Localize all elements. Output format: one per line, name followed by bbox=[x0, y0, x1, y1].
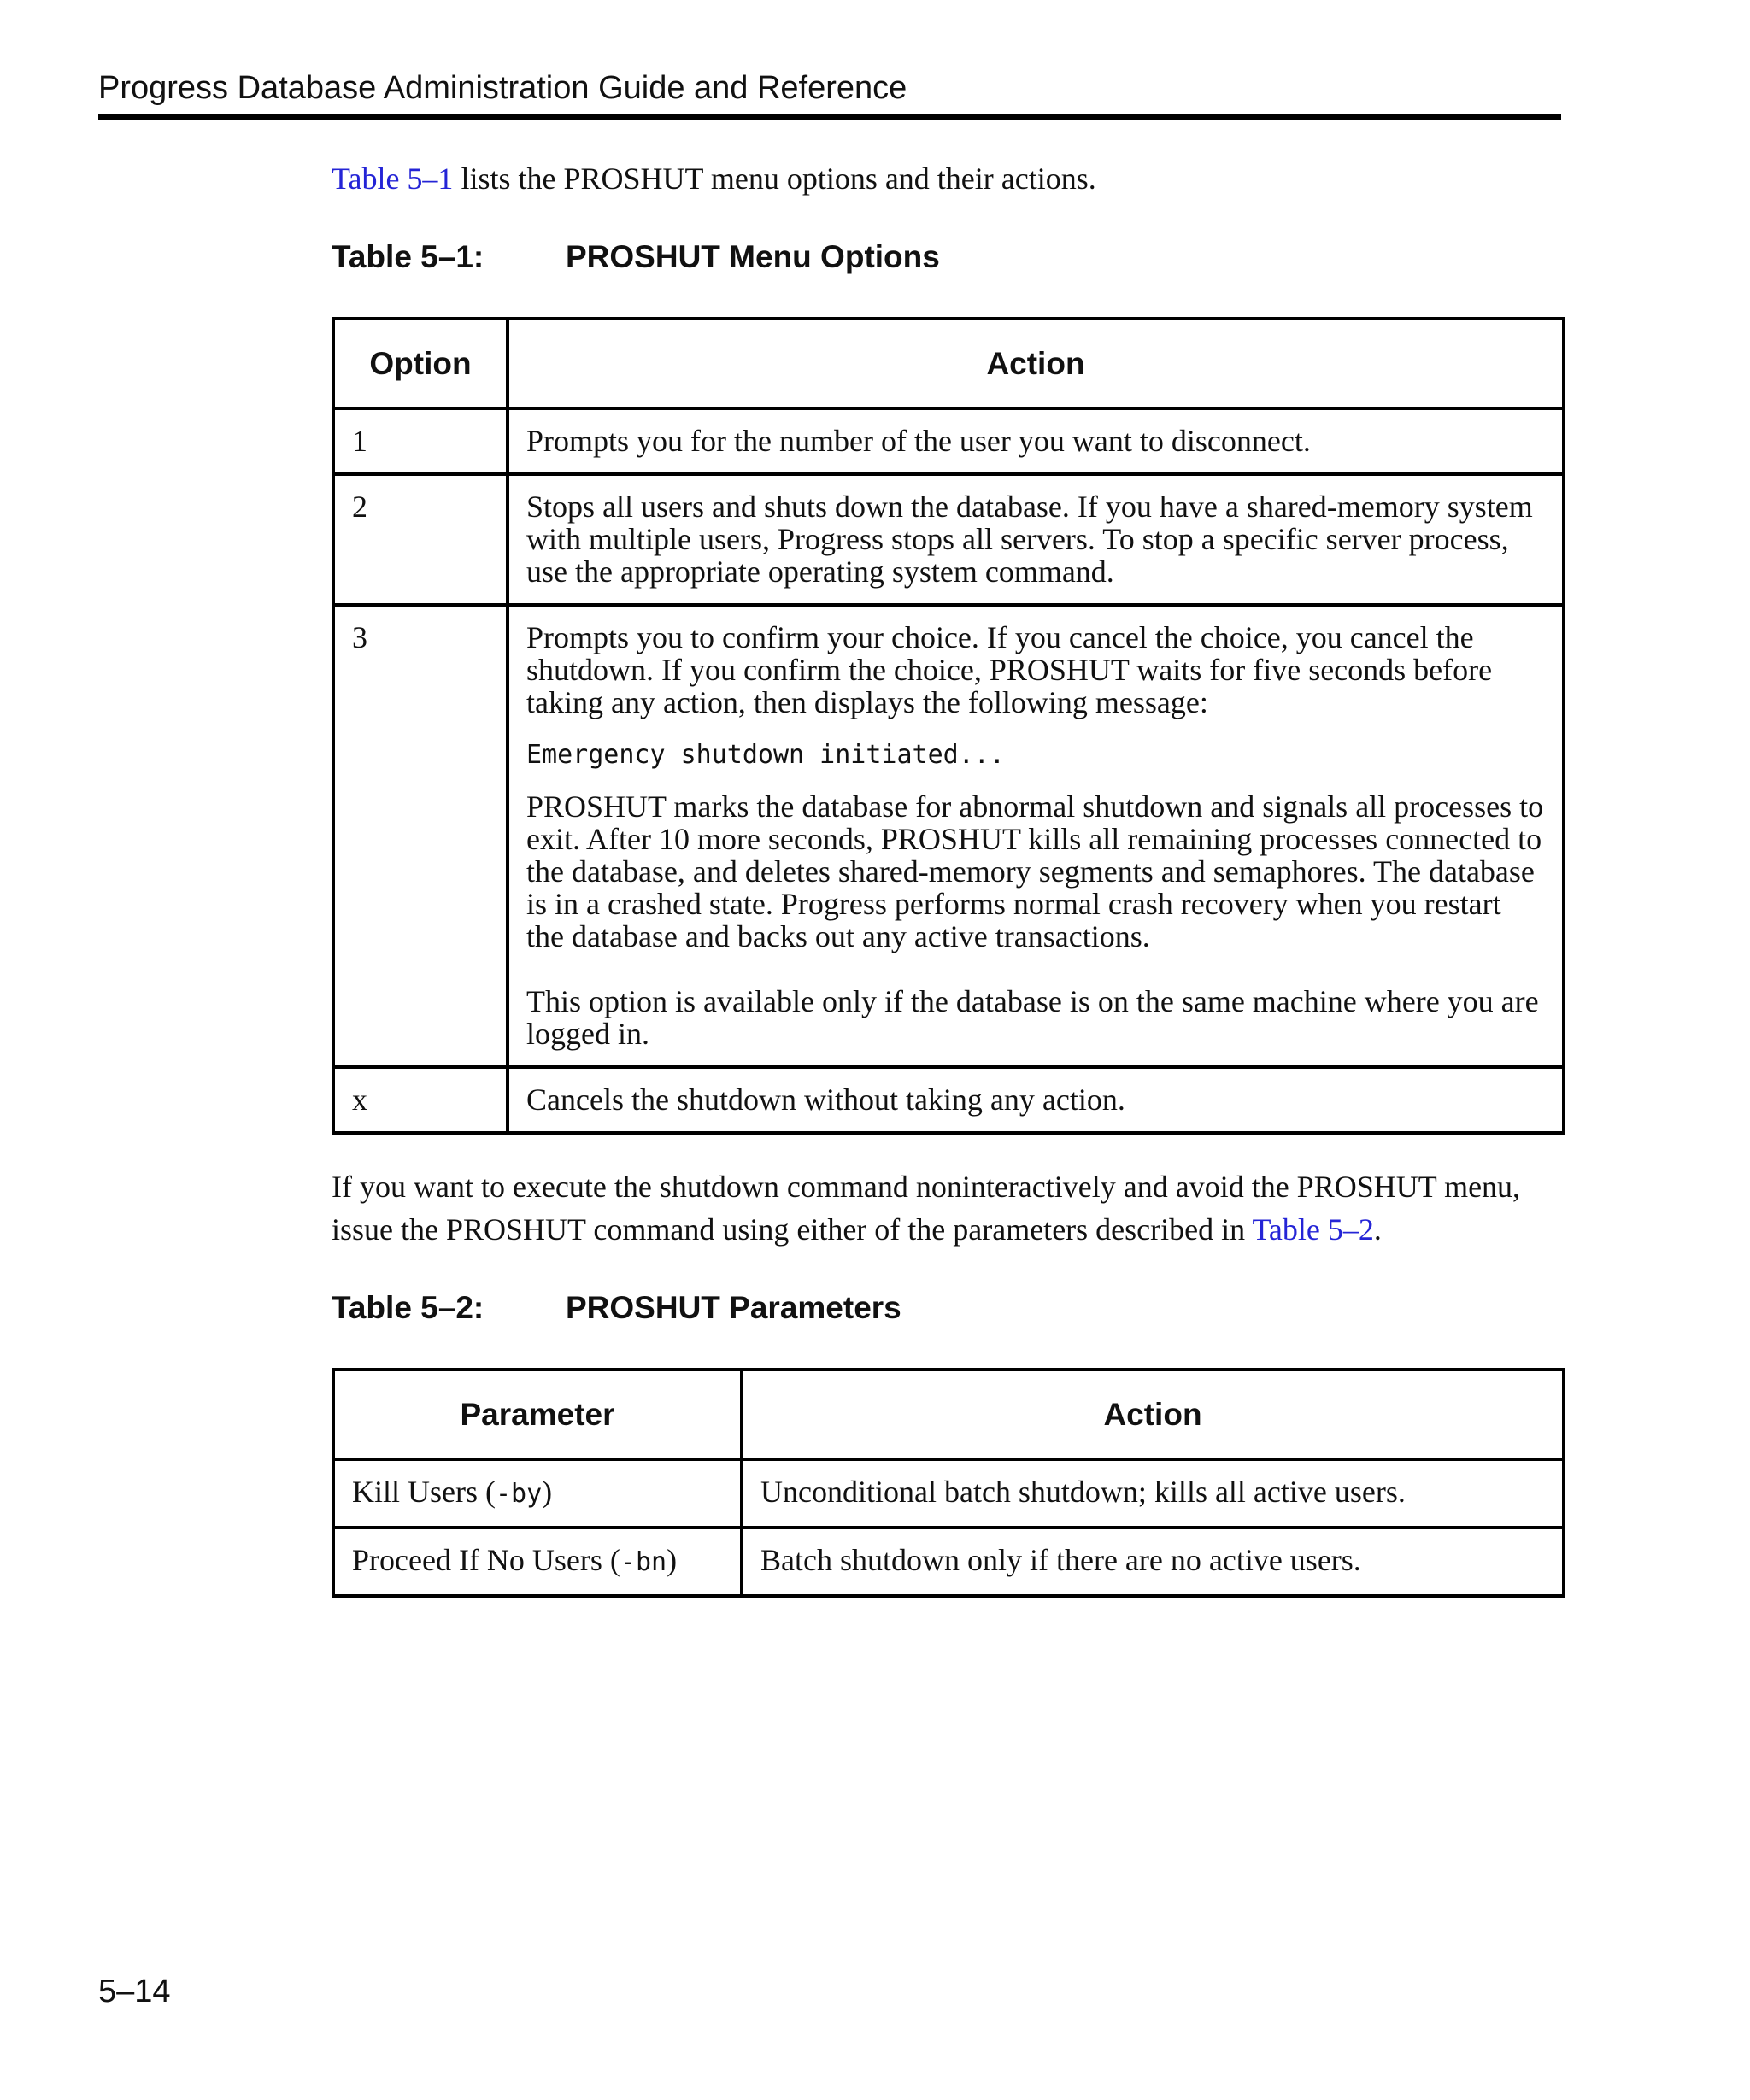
page-content bbox=[332, 157, 1562, 1598]
action-cell bbox=[508, 605, 1564, 1067]
table-5-2-caption bbox=[332, 1287, 1562, 1329]
intro-text: lists the PROSHUT menu options and their actions. bbox=[453, 161, 1096, 196]
emergency-message-code: Emergency shutdown initiated... bbox=[526, 740, 1005, 770]
parameter-flag: -by bbox=[495, 1479, 543, 1509]
running-header bbox=[98, 67, 1561, 120]
parameter-close: ) bbox=[542, 1475, 553, 1509]
table-5-1-title: PROSHUT Menu Options bbox=[566, 239, 940, 274]
action-cell: Cancels the shutdown without taking any action. bbox=[508, 1067, 1564, 1133]
option-cell: 2 bbox=[333, 474, 508, 605]
column-header-action: Action bbox=[742, 1370, 1564, 1459]
parameter-cell bbox=[333, 1528, 742, 1596]
option-cell: 3 bbox=[333, 605, 508, 1067]
table-5-1-number: Table 5–1: bbox=[332, 239, 484, 274]
column-header-option: Option bbox=[333, 319, 508, 408]
table-5-1-link[interactable]: Table 5–1 bbox=[332, 161, 454, 196]
middle-paragraph bbox=[332, 1165, 1562, 1251]
table-5-2-link[interactable]: Table 5–2 bbox=[1252, 1212, 1374, 1247]
table-row bbox=[333, 474, 1564, 605]
parameter-flag: -bn bbox=[620, 1547, 667, 1577]
option-cell: 1 bbox=[333, 408, 508, 474]
intro-paragraph bbox=[332, 157, 1562, 200]
parameter-name: Kill Users ( bbox=[352, 1475, 496, 1509]
action-text-3: This option is available only if the database is on the same machine where you are logged in. bbox=[526, 984, 1539, 1051]
action-text-2: PROSHUT marks the database for abnormal shutdown and signals all processes to exit. After 10 more seconds, PROSHUT kills all remaining processes connected to the database, and deletes shared-memory segments and semaphores. The database is in a crashed state. Progress performs normal crash recovery when you restart the database and backs out any active transactions. bbox=[526, 789, 1544, 953]
proshut-parameters-table bbox=[332, 1368, 1565, 1598]
action-text: Prompts you to confirm your choice. If you cancel the choice, you cancel the shutdown. If you confirm the choice, PROSHUT waits for five seconds before taking any action, then displays the following message: bbox=[526, 620, 1493, 719]
table-5-2-number: Table 5–2: bbox=[332, 1290, 484, 1325]
table-row bbox=[333, 1459, 1564, 1528]
action-cell: Unconditional batch shutdown; kills all active users. bbox=[742, 1459, 1564, 1528]
middle-end: . bbox=[1373, 1212, 1382, 1247]
table-row bbox=[333, 1528, 1564, 1596]
column-header-parameter: Parameter bbox=[333, 1370, 742, 1459]
option-cell: x bbox=[333, 1067, 508, 1133]
table-header-row bbox=[333, 319, 1564, 408]
column-header-action: Action bbox=[508, 319, 1564, 408]
middle-text: If you want to execute the shutdown command noninteractively and avoid the PROSHUT menu, issue the PROSHUT command using either of the parameters described in bbox=[332, 1170, 1521, 1247]
table-header-row bbox=[333, 1370, 1564, 1459]
table-row bbox=[333, 408, 1564, 474]
table-row bbox=[333, 605, 1564, 1067]
parameter-name: Proceed If No Users ( bbox=[352, 1543, 620, 1577]
proshut-menu-options-table bbox=[332, 317, 1565, 1135]
table-5-2-title: PROSHUT Parameters bbox=[566, 1290, 901, 1325]
header-title: Progress Database Administration Guide and Reference bbox=[98, 70, 907, 106]
page-number: 5–14 bbox=[98, 1974, 171, 2009]
action-cell: Stops all users and shuts down the database. If you have a shared-memory system with multiple users, Progress stops all servers. To stop a specific server process, use the appropriate operating system command. bbox=[508, 474, 1564, 605]
parameter-close: ) bbox=[667, 1543, 678, 1577]
action-cell: Prompts you for the number of the user you want to disconnect. bbox=[508, 408, 1564, 474]
table-row bbox=[333, 1067, 1564, 1133]
action-cell: Batch shutdown only if there are no active users. bbox=[742, 1528, 1564, 1596]
table-5-1-caption bbox=[332, 236, 1562, 279]
parameter-cell bbox=[333, 1459, 742, 1528]
